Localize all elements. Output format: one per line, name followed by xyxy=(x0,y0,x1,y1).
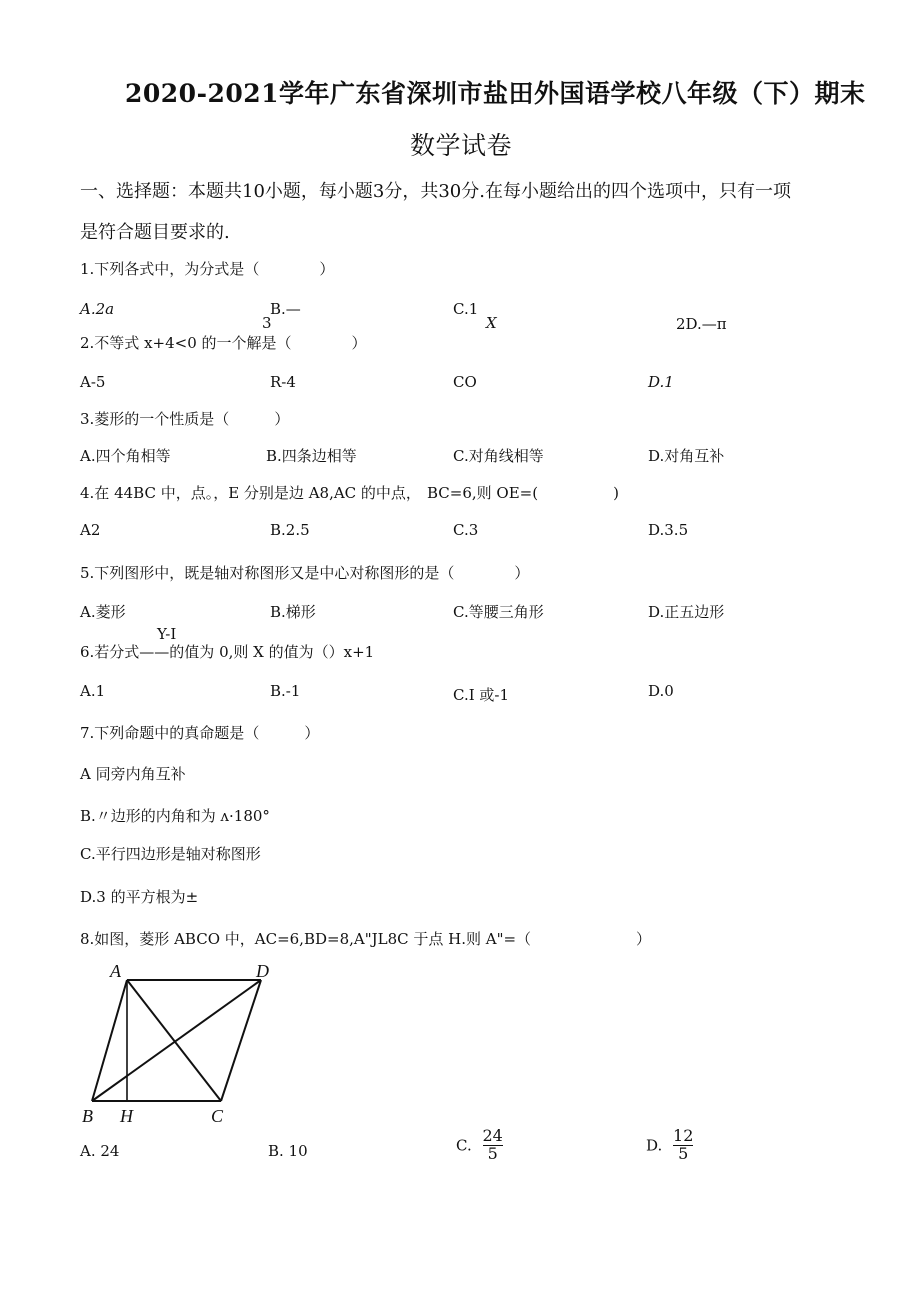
question-6-option-b: B.-1 xyxy=(270,682,301,700)
question-4-stem: 4.在 44BC 中，点。，E 分别是边 A8,AC 的中点， xyxy=(80,484,421,502)
question-6-option-d: D.0 xyxy=(648,682,674,700)
question-3-option-c: C.对角线相等 xyxy=(453,447,544,465)
fraction-denominator: 5 xyxy=(487,1143,498,1163)
question-5-option-a: A.菱形 xyxy=(80,603,126,621)
section-heading-cont: 是符合题目要求的. xyxy=(80,222,230,243)
question-2-option-a: A-5 xyxy=(80,373,106,391)
fraction-denominator: 5 xyxy=(678,1143,689,1163)
label-d: D xyxy=(256,961,269,981)
label-c: C xyxy=(211,1106,224,1126)
fraction-24-5 xyxy=(483,1128,503,1163)
question-4-option-b: B.2.5 xyxy=(270,521,310,539)
section-heading: 一、选择题：本题共10小题，每小题3分，共30分.在每小题给出的四个选项中，只有一项 xyxy=(80,181,791,202)
question-6-stem: 6.若分式——的值为 0,则 X 的值为（）x+1 xyxy=(80,643,375,661)
question-1-option-d: 2D.—π xyxy=(676,315,727,333)
question-7-option-b: B.〃边形的内角和为 ʌ·180° xyxy=(80,807,270,825)
fraction-numerator: 12 xyxy=(673,1126,694,1145)
question-1-option-b: B.— xyxy=(270,300,301,318)
option-c-prefix: C. xyxy=(456,1136,472,1155)
edge-dc xyxy=(221,980,261,1101)
question-4-option-a: A2 xyxy=(80,521,101,539)
question-8-stem: 8.如图，菱形 ABCO 中，AC=6,BD=8,A"JL8C 于点 H.则 A"=（ ） xyxy=(80,930,652,948)
label-b: B xyxy=(82,1106,93,1126)
question-5-option-d: D.正五边形 xyxy=(648,603,725,621)
question-3-option-b: B.四条边相等 xyxy=(266,447,357,465)
question-7-option-d: D.3 的平方根为± xyxy=(80,888,199,906)
question-6-option-c: C.I 或-1 xyxy=(453,686,510,704)
question-6-numerator: Y-I xyxy=(157,625,177,643)
question-3-option-d: D.对角互补 xyxy=(648,447,725,465)
question-7-option-c: C.平行四边形是轴对称图形 xyxy=(80,845,261,863)
page-subtitle: 数学试卷 xyxy=(410,131,513,160)
question-1-option-c: C.1 xyxy=(453,300,479,318)
question-5-option-b: B.梯形 xyxy=(270,603,316,621)
option-d-prefix: D. xyxy=(646,1136,663,1155)
question-1-option-a: A.2a xyxy=(80,300,115,318)
question-5-stem: 5.下列图形中，既是轴对称图形又是中心对称图形的是（ ） xyxy=(80,564,530,582)
question-3-stem: 3.菱形的一个性质是（ ） xyxy=(80,410,290,428)
diagonal-bd xyxy=(92,980,261,1101)
question-1-stem: 1.下列各式中，为分式是（ ） xyxy=(80,260,335,278)
fraction-12-5 xyxy=(673,1128,693,1163)
fraction-numerator: 24 xyxy=(482,1126,503,1145)
question-4-stem-cont: BC=6,则 OE=( ) xyxy=(427,484,619,502)
label-h: H xyxy=(120,1106,133,1126)
question-8-option-b: B. 10 xyxy=(268,1142,308,1160)
question-3-option-a: A.四个角相等 xyxy=(80,447,171,465)
question-4-option-c: C.3 xyxy=(453,521,479,539)
question-4-option-d: D.3.5 xyxy=(648,521,689,539)
question-8-option-d xyxy=(646,1128,693,1163)
question-5-option-c: C.等腰三角形 xyxy=(453,603,544,621)
question-2-option-b: R-4 xyxy=(270,373,296,391)
question-2-option-c: CO xyxy=(453,373,477,391)
question-7-option-a: A 同旁内角互补 xyxy=(80,765,186,783)
rhombus-figure xyxy=(78,958,288,1128)
question-6-option-a: A.1 xyxy=(80,682,106,700)
edge-ab xyxy=(92,980,127,1101)
question-1-option-c-denominator: X xyxy=(486,314,497,332)
question-1-option-b-denominator: 3 xyxy=(262,314,272,332)
question-7-stem: 7.下列命题中的真命题是（ ） xyxy=(80,724,320,742)
question-2-option-d: D.1 xyxy=(648,373,674,391)
question-8-option-a: A. 24 xyxy=(80,1142,120,1160)
question-8-option-c xyxy=(456,1128,503,1163)
diagonal-ac xyxy=(127,980,221,1101)
question-2-stem: 2.不等式 x+4<0 的一个解是（ ） xyxy=(80,334,367,352)
label-a: A xyxy=(110,961,121,981)
page-title: 2020-2021学年广东省深圳市盐田外国语学校八年级（下）期末 xyxy=(125,79,866,108)
